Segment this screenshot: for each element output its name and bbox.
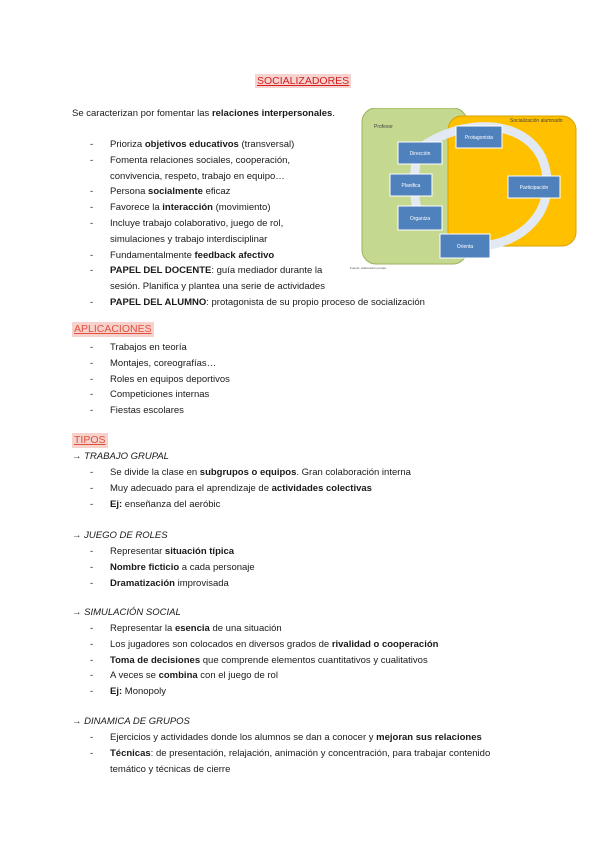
list-item-text: (transversal) xyxy=(238,139,295,150)
list-item xyxy=(90,497,411,513)
list-item-bold: feedback afectivo xyxy=(194,249,275,261)
dinamica-grupos-list xyxy=(90,730,490,777)
section-aplicaciones: APLICACIONES xyxy=(74,323,152,335)
list-item-text: Fundamentalmente xyxy=(110,249,195,261)
list-item-text: . Gran colaboración interna xyxy=(296,467,411,478)
list-item-text: Favorece la xyxy=(110,202,163,214)
list-item-text: Se divide la clase en xyxy=(110,467,200,478)
list-item-bold: objetivos educativos xyxy=(144,139,239,150)
list-item-text: eficaz xyxy=(202,186,231,198)
list-item xyxy=(90,762,490,778)
subheading-dinamica-grupos xyxy=(72,715,190,729)
page-title: SOCIALIZADORES xyxy=(257,75,350,87)
arrow-icon: → xyxy=(72,530,82,541)
list-item-bold: Toma de decisiones xyxy=(110,654,201,666)
list-item-text: Prioriza xyxy=(110,139,145,150)
list-item xyxy=(90,621,438,637)
intro-bold: relaciones interpersonales xyxy=(211,108,333,119)
list-item xyxy=(90,684,438,700)
diagram-box-label: Dirección xyxy=(409,151,431,157)
subheading-trabajo-grupal xyxy=(72,450,169,464)
list-item xyxy=(90,403,230,419)
list-item-bold: interacción xyxy=(162,202,213,214)
list-item-text: A veces se xyxy=(110,670,159,682)
list-item-bold: combina xyxy=(158,670,198,682)
list-item-bold: Dramatización xyxy=(110,577,175,589)
list-item-text: que comprende elementos cuantitativos y cualitativos xyxy=(200,654,428,666)
list-item-text: con el juego de rol xyxy=(197,670,278,682)
list-item-text: Fiestas escolares xyxy=(110,405,184,417)
intro-paragraph xyxy=(72,106,342,122)
list-item xyxy=(90,668,438,684)
list-item-text: : guía mediador durante la xyxy=(211,265,323,277)
diagram-box-label: Planifica xyxy=(401,183,421,189)
list-item xyxy=(90,279,425,295)
diagram-caption: Fuente: elaboración propia xyxy=(350,266,386,270)
intro-end: . xyxy=(332,108,335,119)
list-item-text: Competiciones internas xyxy=(110,389,210,401)
list-item xyxy=(90,576,255,592)
subheading-simulacion-social xyxy=(72,606,181,620)
list-item-text: Roles en equipos deportivos xyxy=(110,373,230,385)
socialization-diagram xyxy=(352,108,580,278)
list-item-text: Los jugadores son colocados en diversos grados de xyxy=(110,638,332,650)
list-item-bold: mejoran sus relaciones xyxy=(376,732,482,743)
list-item-bold: Nombre ficticio xyxy=(110,561,180,573)
arrow-icon: → xyxy=(72,716,82,727)
list-item-text: : de presentación, relajación, animación y concentración, para trabajar contenido xyxy=(150,747,491,759)
list-item xyxy=(90,356,230,372)
arrow-icon: → xyxy=(72,451,82,462)
list-item xyxy=(90,295,425,311)
section-tipos: TIPOS xyxy=(74,434,106,446)
list-item xyxy=(90,372,230,388)
list-item-text: sesión. Planifica y plantea una serie de actividades xyxy=(110,281,325,293)
student-panel-label: Socialización alumnado xyxy=(510,118,563,124)
list-item-text: Representar la xyxy=(110,623,175,634)
list-item-bold: Técnicas xyxy=(110,747,151,759)
list-item xyxy=(90,481,411,497)
juego-roles-list xyxy=(90,544,255,591)
list-item xyxy=(90,653,438,669)
list-item-text: Monopoly xyxy=(122,686,166,698)
list-item-bold: Ej: xyxy=(110,686,123,698)
list-item-text: Trabajos en teoría xyxy=(110,342,187,353)
list-item-text: improvisada xyxy=(174,577,229,589)
list-item-text: simulaciones y trabajo interdisciplinar xyxy=(110,233,268,245)
list-item-text: temático y técnicas de cierre xyxy=(110,763,231,775)
subheading-juego-roles xyxy=(72,529,168,543)
arrow-icon: → xyxy=(72,607,82,618)
list-item-text: Ejercicios y actividades donde los alumnos se dan a conocer y xyxy=(110,732,377,743)
list-item-text: enseñanza del aeróbic xyxy=(122,498,221,510)
list-item xyxy=(90,387,230,403)
list-item-bold: PAPEL DEL DOCENTE xyxy=(110,265,212,277)
list-item-text: Montajes, coreografías… xyxy=(110,357,217,369)
list-item-bold: Ej: xyxy=(110,498,123,510)
list-item xyxy=(90,746,490,762)
subheading-text: DINAMICA DE GRUPOS xyxy=(84,716,190,727)
list-item-text: Muy adecuado para el aprendizaje de xyxy=(110,482,272,494)
list-item-text: (movimiento) xyxy=(212,202,271,214)
list-item xyxy=(90,730,490,746)
simulacion-social-list xyxy=(90,621,438,700)
diagram-box-label: Organiza xyxy=(409,216,431,222)
list-item-text: Fomenta relaciones sociales, cooperación, xyxy=(110,154,291,166)
list-item-text: de una situación xyxy=(209,623,282,634)
list-item-text: Incluye trabajo colaborativo, juego de rol, xyxy=(110,217,284,229)
list-item xyxy=(90,560,255,576)
list-item-text: : protagonista de su propio proceso de socialización xyxy=(206,296,425,308)
diagram-box-label: Orienta xyxy=(456,244,474,250)
diagram-box-label: Protagonista xyxy=(464,135,494,141)
teacher-panel-label: Profesor xyxy=(374,124,393,130)
list-item-text: Persona xyxy=(110,186,149,198)
list-item xyxy=(90,544,255,560)
list-item-text: a cada personaje xyxy=(179,561,255,573)
list-item-bold: actividades colectivas xyxy=(271,482,372,494)
list-item xyxy=(90,465,411,481)
list-item-bold: rivalidad o cooperación xyxy=(331,638,439,650)
aplicaciones-list xyxy=(90,340,230,419)
list-item-bold: situación típica xyxy=(164,546,235,557)
list-item xyxy=(90,637,438,653)
list-item-bold: socialmente xyxy=(148,186,203,198)
list-item xyxy=(90,340,230,356)
diagram-box-label: Participación xyxy=(519,185,549,191)
subheading-text: SIMULACIÓN SOCIAL xyxy=(84,607,181,618)
list-item-bold: subgrupos o equipos xyxy=(199,467,297,478)
intro-text: Se caracterizan por fomentar las xyxy=(72,108,212,119)
list-item-text: convivencia, respeto, trabajo en equipo… xyxy=(110,170,285,182)
list-item-bold: PAPEL DEL ALUMNO xyxy=(110,296,207,308)
trabajo-grupal-list xyxy=(90,465,411,512)
list-item-bold: esencia xyxy=(174,623,210,634)
list-item-text: Representar xyxy=(110,546,165,557)
subheading-text: JUEGO DE ROLES xyxy=(84,530,168,541)
subheading-text: TRABAJO GRUPAL xyxy=(84,451,169,462)
